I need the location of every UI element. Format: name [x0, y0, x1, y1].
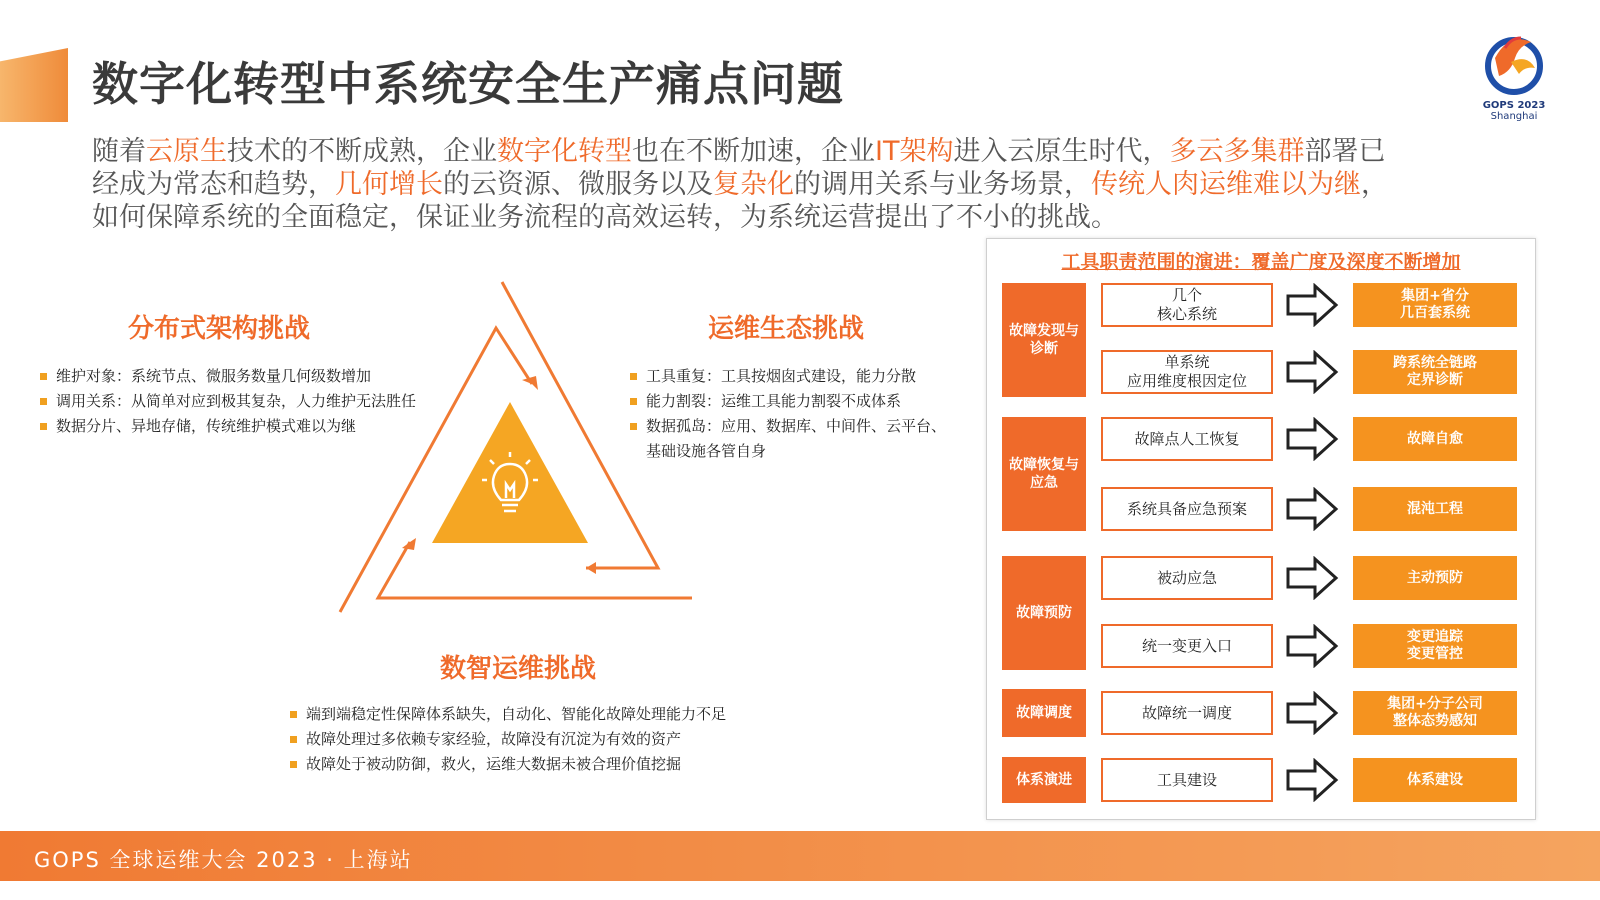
current-state-box: 几个 核心系统 [1101, 283, 1273, 327]
current-state-box: 工具建设 [1101, 758, 1273, 802]
arrow-right-icon [1285, 556, 1339, 600]
ecosystem-challenge-title: 运维生态挑战 [708, 314, 865, 344]
distributed-challenge-title: 分布式架构挑战 [128, 314, 311, 344]
intro-highlight: 几何增长 [335, 169, 443, 200]
arrow-right-icon [1285, 417, 1339, 461]
logo-text-event: GOPS 2023 [1482, 100, 1546, 111]
intro-highlight: 数字化转型 [497, 136, 632, 167]
current-state-box: 被动应急 [1101, 556, 1273, 600]
arrow-right-icon [1285, 350, 1339, 394]
current-state-box: 单系统 应用维度根因定位 [1101, 350, 1273, 394]
category-prevent: 故障预防 [1002, 556, 1086, 670]
intro-text: 如何保障系统的全面稳定，保证业务流程的高效运转，为系统运营提出了不小的挑战。 [92, 202, 1118, 233]
arrow-right-icon [1285, 487, 1339, 531]
target-state-box: 主动预防 [1353, 556, 1517, 600]
intro-highlight: 传统人肉运维难以为继 [1091, 169, 1361, 200]
intro-highlight: IT架构 [875, 136, 954, 167]
footer-text: GOPS 全球运维大会 2023 · 上海站 [34, 848, 413, 872]
intro-paragraph [92, 135, 1532, 234]
current-state-box: 故障统一调度 [1101, 691, 1273, 735]
arrow-right-icon [1285, 758, 1339, 802]
page-title: 数字化转型中系统安全生产痛点问题 [92, 57, 844, 111]
footer-bottom-strip [0, 881, 1600, 900]
current-state-box: 故障点人工恢复 [1101, 417, 1273, 461]
category-dispatch: 故障调度 [1002, 689, 1086, 737]
category-recover: 故障恢复与应急 [1002, 417, 1086, 531]
intro-text: 的云资源、微服务以及 [443, 169, 713, 200]
intelligent-challenge-list [290, 702, 726, 777]
current-state-box: 统一变更入口 [1101, 624, 1273, 668]
target-state-box: 集团+省分 几百套系统 [1353, 283, 1517, 327]
challenge-cycle-diagram [330, 280, 710, 620]
list-item: 维护对象：系统节点、微服务数量几何级数增加 [40, 364, 416, 389]
intro-text: 进入云原生时代， [953, 136, 1170, 167]
intro-text: 随着 [92, 136, 146, 167]
target-state-box: 体系建设 [1353, 758, 1517, 802]
list-item: 能力割裂：运维工具能力割裂不成体系 [630, 389, 946, 414]
intro-line-1 [92, 135, 1532, 168]
intro-highlight: 多云多集群 [1169, 136, 1305, 167]
list-item: 数据孤岛：应用、数据库、中间件、云平台、 [630, 414, 946, 439]
intro-line-3 [92, 201, 1532, 234]
center-triangle [432, 402, 588, 543]
list-item: 调用关系：从简单对应到极其复杂，人力维护无法胜任 [40, 389, 416, 414]
gops-logo-icon [1481, 28, 1547, 98]
arrow-right-icon [1285, 691, 1339, 735]
intro-text: 的调用关系与业务场景， [794, 169, 1091, 200]
intro-text: 部署已 [1304, 136, 1386, 167]
list-item: 工具重复：工具按烟囱式建设，能力分散 [630, 364, 946, 389]
list-item: 故障处理过多依赖专家经验，故障没有沉淀为有效的资产 [290, 727, 726, 752]
panel-title: 工具职责范围的演进：覆盖广度及深度不断增加 [1061, 251, 1461, 273]
arrow-right-icon [1285, 624, 1339, 668]
list-item: 数据分片、异地存储，传统维护模式难以为继 [40, 414, 416, 439]
footer-bar [0, 831, 1600, 881]
tool-evolution-panel [986, 238, 1536, 820]
target-state-box: 混沌工程 [1353, 487, 1517, 531]
intro-text: 技术的不断成熟，企业 [227, 136, 497, 167]
list-item: 端到端稳定性保障体系缺失，自动化、智能化故障处理能力不足 [290, 702, 726, 727]
cycle-arrow-bottom [378, 542, 692, 598]
intro-highlight: 复杂化 [713, 169, 794, 200]
intelligent-challenge-title: 数智运维挑战 [440, 654, 597, 684]
current-state-box: 系统具备应急预案 [1101, 487, 1273, 531]
target-state-box: 跨系统全链路 定界诊断 [1353, 350, 1517, 394]
intro-text: ， [1361, 169, 1388, 200]
intro-line-2 [92, 168, 1532, 201]
logo-text-city: Shanghai [1490, 111, 1538, 122]
intro-text: 经成为常态和趋势， [92, 169, 335, 200]
list-item-continuation: 基础设施各管自身 [646, 442, 767, 460]
category-evolve: 体系演进 [1002, 757, 1086, 803]
list-item: 故障处于被动防御，救火，运维大数据未被合理价值挖掘 [290, 752, 726, 777]
category-detect: 故障发现与诊断 [1002, 283, 1086, 397]
intro-highlight: 云原生 [146, 136, 227, 167]
arrow-right-icon [1285, 283, 1339, 327]
intro-text: 也在不断加速，企业 [632, 136, 875, 167]
target-state-box: 集团+分子公司 整体态势感知 [1353, 691, 1517, 735]
title-accent-bar [0, 48, 68, 122]
target-state-box: 变更追踪 变更管控 [1353, 624, 1517, 668]
target-state-box: 故障自愈 [1353, 417, 1517, 461]
gops-logo [1476, 28, 1552, 128]
